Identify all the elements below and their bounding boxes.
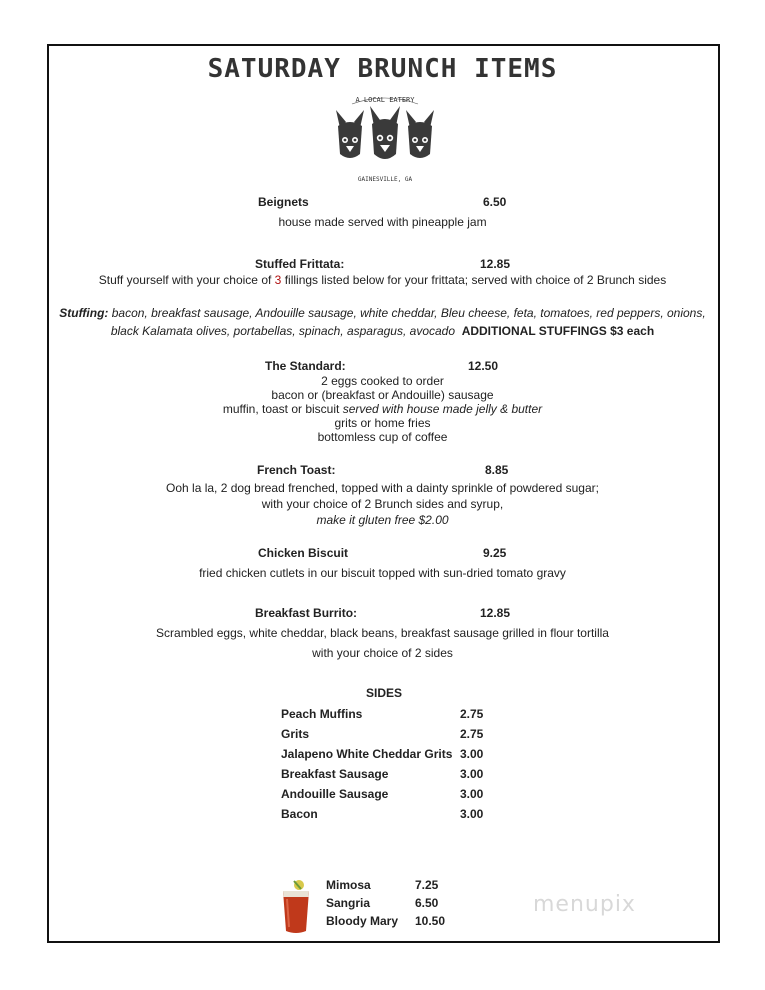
stuffing-line-1: Stuffing: bacon, breakfast sausage, Andouille sausage, white cheddar, Bleu cheese, feta, tomatoes, red peppers, onions,	[59, 306, 706, 320]
drink-price: 7.25	[415, 878, 439, 892]
side-item-price: 2.75	[460, 727, 484, 741]
stuffing-line-2: black Kalamata olives, portabellas, spinach, asparagus, avocado ADDITIONAL STUFFINGS $3 each	[110, 324, 655, 338]
frittata-name: Stuffed Frittata:	[255, 257, 345, 271]
side-item-name: Peach Muffins	[281, 707, 363, 721]
side-item-name: Grits	[281, 727, 310, 741]
drink-name: Mimosa	[326, 878, 371, 892]
drink-name: Bloody Mary	[326, 914, 399, 928]
side-item-price: 3.00	[460, 807, 484, 821]
burrito-price: 12.85	[480, 606, 511, 620]
chicken-biscuit-name: Chicken Biscuit	[258, 546, 349, 560]
french-toast-desc: Ooh la la, 2 dog bread frenched, topped with a dainty sprinkle of powdered sugar; with your choice of 2 Brunch sides and syrup, make it gluten free $2.00	[166, 481, 599, 527]
beignets-price: 6.50	[483, 195, 507, 209]
standard-price: 12.50	[468, 359, 499, 373]
logo-top-text: A LOCAL EATERY	[355, 96, 415, 104]
french-toast-price: 8.85	[485, 463, 509, 477]
watermark: menupix	[533, 892, 636, 917]
side-item-name: Jalapeno White Cheddar Grits	[281, 747, 453, 761]
page-title: SATURDAY BRUNCH ITEMS	[207, 54, 558, 84]
drink-price: 6.50	[415, 896, 439, 910]
french-toast-name: French Toast:	[257, 463, 336, 477]
drink-name: Sangria	[326, 896, 371, 910]
side-item-name: Breakfast Sausage	[281, 767, 389, 781]
beignets-desc: house made served with pineapple jam	[278, 215, 487, 229]
bloody-mary-glass-icon	[279, 879, 313, 935]
french-bulldog-logo	[330, 88, 440, 184]
side-item-price: 3.00	[460, 787, 484, 801]
burrito-desc-1: Scrambled eggs, white cheddar, black beans, breakfast sausage grilled in flour tortilla	[156, 626, 609, 640]
beignets-name: Beignets	[258, 195, 309, 209]
standard-desc: 2 eggs cooked to order bacon or (breakfast or Andouille) sausage muffin, toast or biscuit served with house made jelly & butter grits or home fries bottomless cup of coffee	[222, 374, 543, 444]
side-item-name: Bacon	[281, 807, 318, 821]
side-item-price: 2.75	[460, 707, 484, 721]
side-item-name: Andouille Sausage	[281, 787, 389, 801]
drink-price: 10.50	[415, 914, 446, 928]
chicken-biscuit-price: 9.25	[483, 546, 507, 560]
side-item-price: 3.00	[460, 767, 484, 781]
logo-bottom-text: GAINESVILLE, GA	[357, 176, 413, 183]
standard-name: The Standard:	[265, 359, 346, 373]
sides-heading: SIDES	[366, 686, 403, 700]
burrito-desc-2: with your choice of 2 sides	[312, 646, 453, 660]
burrito-name: Breakfast Burrito:	[255, 606, 358, 620]
frittata-price: 12.85	[480, 257, 511, 271]
frittata-desc: Stuff yourself with your choice of 3 fillings listed below for your frittata; served with choice of 2 Brunch sides	[98, 273, 667, 287]
chicken-biscuit-desc: fried chicken cutlets in our biscuit topped with sun-dried tomato gravy	[199, 566, 566, 580]
side-item-price: 3.00	[460, 747, 484, 761]
